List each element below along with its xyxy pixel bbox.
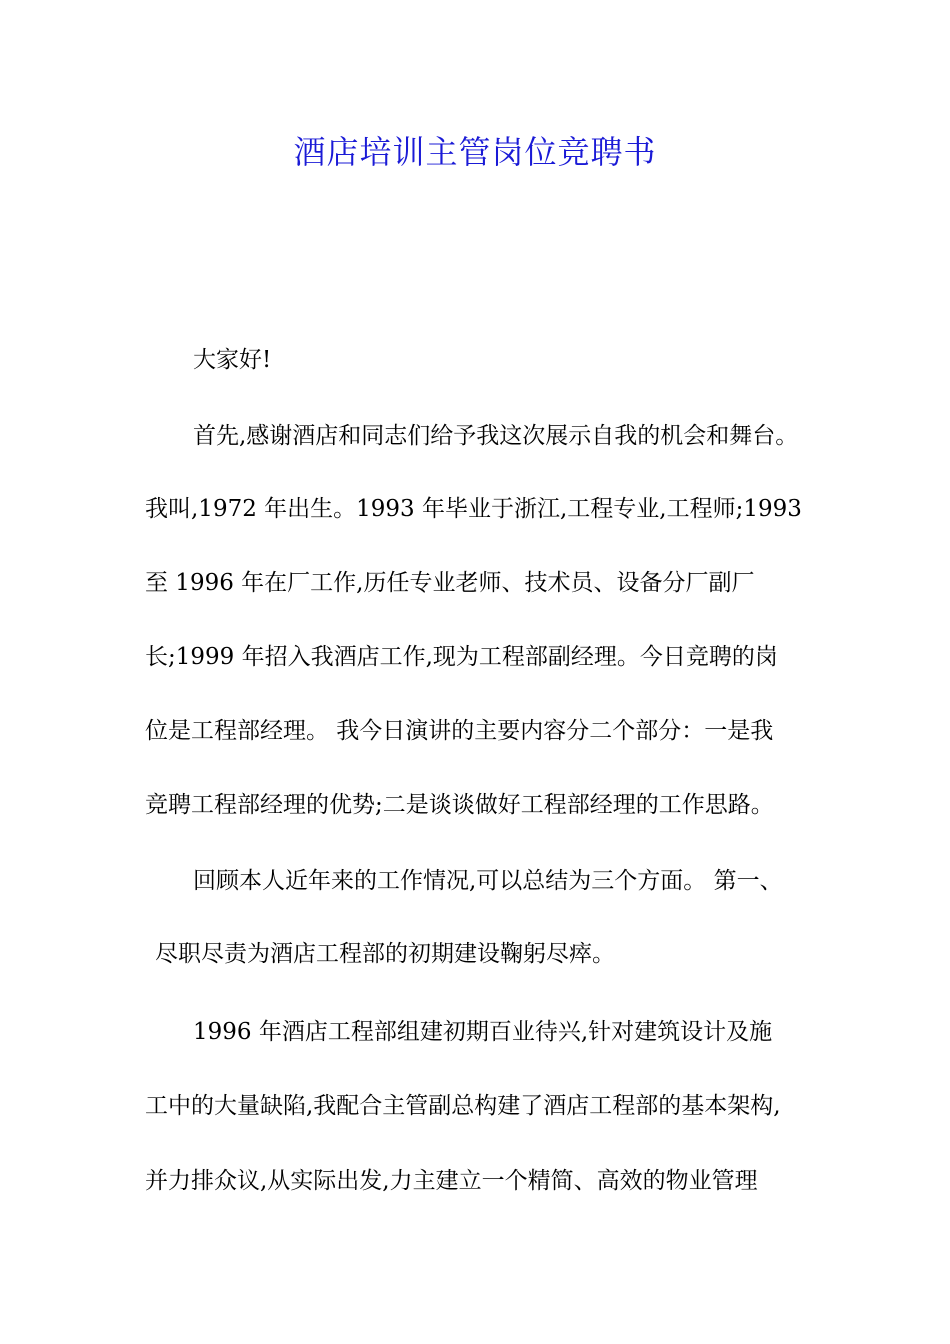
paragraph-greeting: 大家好!: [193, 347, 272, 373]
paragraph-line: 至 1996 年在厂工作,历任专业老师、技术员、设备分厂副厂: [145, 570, 755, 596]
paragraph-line: 尽职尽责为酒店工程部的初期建设鞠躬尽瘁。: [155, 941, 615, 967]
paragraph-line: 并力排众议,从实际出发,力主建立一个精简、高效的物业管理: [145, 1168, 758, 1194]
paragraph-line: 首先,感谢酒店和同志们给予我这次展示自我的机会和舞台。: [193, 423, 799, 449]
paragraph-line: 1996 年酒店工程部组建初期百业待兴,针对建筑设计及施: [193, 1019, 773, 1045]
paragraph-line: 竞聘工程部经理的优势;二是谈谈做好工程部经理的工作思路。: [145, 792, 774, 818]
paragraph-line: 位是工程部经理。 我今日演讲的主要内容分二个部分：一是我: [145, 718, 774, 744]
document-title: 酒店培训主管岗位竞聘书: [293, 133, 657, 171]
paragraph-line: 回顾本人近年来的工作情况,可以总结为三个方面。 第一、: [193, 868, 783, 894]
paragraph-line: 我叫,1972 年出生。1993 年毕业于浙江,工程专业,工程师;1993: [145, 496, 802, 522]
paragraph-line: 工中的大量缺陷,我配合主管副总构建了酒店工程部的基本架构,: [145, 1093, 781, 1119]
paragraph-line: 长;1999 年招入我酒店工作,现为工程部副经理。今日竞聘的岗: [145, 644, 778, 670]
